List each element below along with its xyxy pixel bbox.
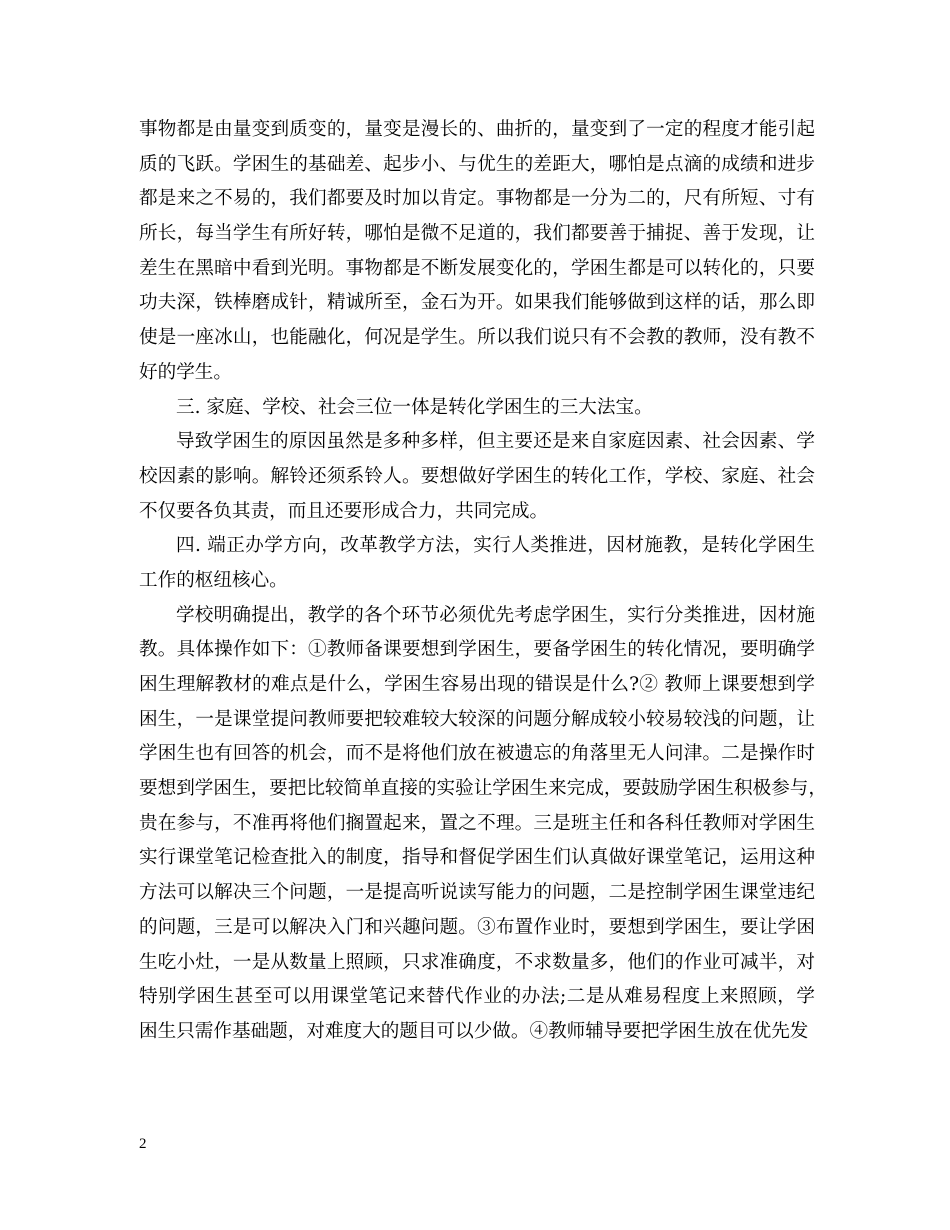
text-line: 学困生也有回答的机会，而不是将他们放在被遗忘的角落里无人问津。二是操作时 (139, 743, 815, 765)
text-line: 要想到学困生，要把比较简单直接的实验让学困生来完成，要鼓励学困生积极参与， (139, 778, 827, 800)
text-line: 校因素的影响。解铃还须系铃人。要想做好学困生的转化工作，学校、家庭、社会 (139, 465, 815, 487)
text-line: 学校明确提出，教学的各个环节必须优先考虑学困生，实行分类推进，因材施 (176, 604, 815, 626)
text-line: 好的学生。 (139, 361, 232, 383)
heading-three (139, 391, 815, 426)
paragraph-3 (139, 599, 827, 1050)
text-line: 质的飞跃。学困生的基础差、起步小、与优生的差距大，哪怕是点滴的成绩和进步 (139, 153, 815, 175)
text-line: 生吃小灶，一是从数量上照顾，只求准确度，不求数量多，他们的作业可减半，对 (139, 951, 815, 973)
text-line: 方法可以解决三个问题，一是提高听说读写能力的问题，二是控制学困生课堂违纪 (139, 882, 815, 904)
text-line: 差生在黑暗中看到光明。事物都是不断发展变化的，学困生都是可以转化的，只要 (139, 257, 815, 279)
text-line: 困生理解教材的难点是什么，学困生容易出现的错误是什么?② 教师上课要想到学 (139, 674, 815, 695)
text-line: 教。具体操作如下：①教师备课要想到学困生，要备学困生的转化情况，要明确学 (139, 639, 815, 661)
text-line: 贵在参与，不准再将他们搁置起来，置之不理。三是班主任和各科任教师对学困生 (139, 812, 815, 834)
text-line: 事物都是由量变到质变的，量变是漫长的、曲折的，量变到了一定的程度才能引起 (139, 119, 815, 140)
text-line: 困生，一是课堂提问教师要把较难较大较深的问题分解成较小较易较浅的问题，让 (139, 708, 815, 730)
text-line: 工作的枢纽核心。 (139, 569, 288, 591)
text-line: 四. 端正办学方向，改革教学方法，实行人类推进，因材施教，是转化学困生 (176, 535, 815, 557)
text-line: 所长，每当学生有所好转，哪怕是微不足道的，我们都要善于捕捉、善于发现，让 (139, 223, 815, 245)
text-line: 不仅要各负其责，而且还要形成合力，共同完成。 (139, 500, 549, 522)
text-line: 特别学困生甚至可以用课堂笔记来替代作业的办法;二是从难易程度上来照顾，学 (139, 986, 815, 1008)
text-line: 功夫深，铁棒磨成针，精诚所至，金石为开。如果我们能够做到这样的话，那么即 (139, 292, 815, 314)
text-line: 都是来之不易的，我们都要及时加以肯定。事物都是一分为二的，尺有所短、寸有 (139, 188, 815, 210)
heading-four (139, 529, 815, 598)
text-line: 导致学困生的原因虽然是多种多样，但主要还是来自家庭因素、社会因素、学 (176, 431, 815, 453)
paragraph-2 (139, 425, 815, 529)
paragraph-1 (139, 113, 815, 391)
page-number: 2 (139, 1136, 147, 1152)
document-body (139, 113, 827, 1050)
text-line: 实行课堂笔记检查批入的制度，指导和督促学困生们认真做好课堂笔记，运用这种 (139, 847, 815, 869)
text-line: 三. 家庭、学校、社会三位一体是转化学困生的三大法宝。 (176, 396, 653, 418)
text-line: 的问题，三是可以解决入门和兴趣问题。③布置作业时，要想到学困生，要让学困 (139, 916, 815, 938)
text-line: 困生只需作基础题，对难度大的题目可以少做。④教师辅导要把学困生放在优先发 (139, 1020, 809, 1042)
text-line: 使是一座冰山，也能融化，何况是学生。所以我们说只有不会教的教师，没有教不 (139, 327, 815, 349)
